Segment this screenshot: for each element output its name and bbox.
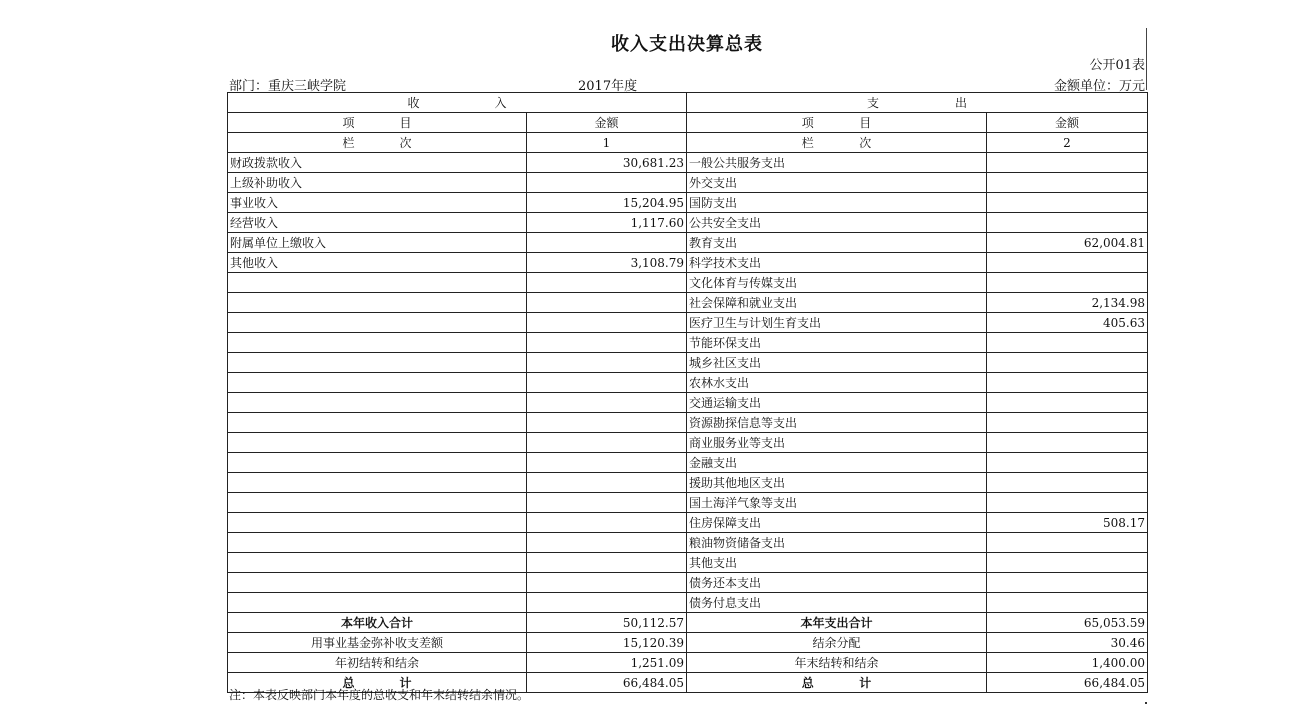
income-item bbox=[228, 393, 527, 413]
income-amount bbox=[527, 533, 687, 553]
income-item bbox=[228, 373, 527, 393]
table-row bbox=[228, 153, 1148, 173]
income-item bbox=[228, 273, 527, 293]
income-amount bbox=[527, 293, 687, 313]
expense-item: 其他支出 bbox=[687, 553, 987, 573]
income-amount: 30,681.23 bbox=[527, 153, 687, 173]
income-section-header: 收 入 bbox=[228, 93, 687, 113]
income-item bbox=[228, 473, 527, 493]
table-row bbox=[228, 533, 1148, 553]
table-row bbox=[228, 553, 1148, 573]
income-amount-header: 金额 bbox=[527, 113, 687, 133]
income-item: 其他收入 bbox=[228, 253, 527, 273]
expense-item: 商业服务业等支出 bbox=[687, 433, 987, 453]
expense-amount bbox=[987, 353, 1148, 373]
expense-amount: 2,134.98 bbox=[987, 293, 1148, 313]
expense-amount bbox=[987, 533, 1148, 553]
income-col-number: 1 bbox=[527, 133, 687, 153]
table-row bbox=[228, 213, 1148, 233]
summary-expense-label: 年末结转和结余 bbox=[687, 653, 987, 673]
table-row bbox=[228, 473, 1148, 493]
header-row-columns bbox=[228, 113, 1148, 133]
expense-item: 教育支出 bbox=[687, 233, 987, 253]
expense-item: 节能环保支出 bbox=[687, 333, 987, 353]
expense-item: 资源勘探信息等支出 bbox=[687, 413, 987, 433]
expense-item: 一般公共服务支出 bbox=[687, 153, 987, 173]
expense-amount bbox=[987, 213, 1148, 233]
expense-amount bbox=[987, 593, 1148, 613]
income-amount bbox=[527, 513, 687, 533]
income-item: 上级补助收入 bbox=[228, 173, 527, 193]
summary-row bbox=[228, 633, 1148, 653]
expense-item: 外交支出 bbox=[687, 173, 987, 193]
table-row bbox=[228, 233, 1148, 253]
frame-edge bbox=[1146, 28, 1147, 90]
expense-amount bbox=[987, 153, 1148, 173]
summary-expense-label: 本年支出合计 bbox=[687, 613, 987, 633]
department-label: 部门：重庆三峡学院 bbox=[229, 79, 347, 94]
expense-item: 文化体育与传媒支出 bbox=[687, 273, 987, 293]
income-amount bbox=[527, 453, 687, 473]
income-item: 财政拨款收入 bbox=[228, 153, 527, 173]
expense-amount bbox=[987, 473, 1148, 493]
income-item: 附属单位上缴收入 bbox=[228, 233, 527, 253]
expense-section-header: 支 出 bbox=[687, 93, 1148, 113]
income-item bbox=[228, 293, 527, 313]
header-row-sections bbox=[228, 93, 1148, 113]
table-row bbox=[228, 273, 1148, 293]
page-mark bbox=[1145, 702, 1147, 704]
expense-item: 公共安全支出 bbox=[687, 213, 987, 233]
income-item bbox=[228, 313, 527, 333]
summary-row bbox=[228, 653, 1148, 673]
income-amount bbox=[527, 573, 687, 593]
income-amount bbox=[527, 333, 687, 353]
table-row bbox=[228, 573, 1148, 593]
summary-income-amount: 15,120.39 bbox=[527, 633, 687, 653]
income-amount: 1,117.60 bbox=[527, 213, 687, 233]
income-col-label: 栏 次 bbox=[228, 133, 527, 153]
table-row bbox=[228, 193, 1148, 213]
table-row bbox=[228, 313, 1148, 333]
summary-income-amount: 1,251.09 bbox=[527, 653, 687, 673]
expense-item: 粮油物资储备支出 bbox=[687, 533, 987, 553]
summary-expense-amount: 65,053.59 bbox=[987, 613, 1148, 633]
expense-item: 债务付息支出 bbox=[687, 593, 987, 613]
table-row bbox=[228, 413, 1148, 433]
table-row bbox=[228, 393, 1148, 413]
summary-income-label: 本年收入合计 bbox=[228, 613, 527, 633]
income-amount bbox=[527, 553, 687, 573]
income-item bbox=[228, 433, 527, 453]
expense-col-number: 2 bbox=[987, 133, 1148, 153]
total-expense-amount: 66,484.05 bbox=[987, 673, 1148, 693]
expense-col-label: 栏 次 bbox=[687, 133, 987, 153]
table-row bbox=[228, 173, 1148, 193]
income-item bbox=[228, 453, 527, 473]
income-item bbox=[228, 353, 527, 373]
table-row bbox=[228, 433, 1148, 453]
expense-item: 援助其他地区支出 bbox=[687, 473, 987, 493]
table-row bbox=[228, 593, 1148, 613]
table-row bbox=[228, 253, 1148, 273]
page-title: 收入支出决算总表 bbox=[611, 34, 763, 55]
expense-item: 科学技术支出 bbox=[687, 253, 987, 273]
expense-item: 交通运输支出 bbox=[687, 393, 987, 413]
expense-amount bbox=[987, 193, 1148, 213]
income-amount bbox=[527, 233, 687, 253]
expense-item: 国土海洋气象等支出 bbox=[687, 493, 987, 513]
income-amount bbox=[527, 393, 687, 413]
expense-amount bbox=[987, 393, 1148, 413]
expense-item: 住房保障支出 bbox=[687, 513, 987, 533]
expense-item: 社会保障和就业支出 bbox=[687, 293, 987, 313]
meta-row bbox=[229, 75, 1145, 93]
summary-income-label: 年初结转和结余 bbox=[228, 653, 527, 673]
income-amount: 3,108.79 bbox=[527, 253, 687, 273]
expense-amount bbox=[987, 553, 1148, 573]
income-amount: 15,204.95 bbox=[527, 193, 687, 213]
expense-amount: 62,004.81 bbox=[987, 233, 1148, 253]
form-number: 公开01表 bbox=[1089, 58, 1145, 73]
table-row bbox=[228, 353, 1148, 373]
expense-item-header: 项 目 bbox=[687, 113, 987, 133]
income-expense-table bbox=[227, 92, 1148, 693]
income-item bbox=[228, 533, 527, 553]
income-amount bbox=[527, 353, 687, 373]
expense-amount bbox=[987, 573, 1148, 593]
summary-row bbox=[228, 613, 1148, 633]
income-item: 事业收入 bbox=[228, 193, 527, 213]
table-row bbox=[228, 373, 1148, 393]
expense-amount bbox=[987, 373, 1148, 393]
table-row bbox=[228, 333, 1148, 353]
total-income-label: 总 计 bbox=[228, 673, 527, 693]
income-item bbox=[228, 513, 527, 533]
income-amount bbox=[527, 173, 687, 193]
summary-expense-label: 结余分配 bbox=[687, 633, 987, 653]
income-item: 经营收入 bbox=[228, 213, 527, 233]
expense-amount: 405.63 bbox=[987, 313, 1148, 333]
expense-item: 医疗卫生与计划生育支出 bbox=[687, 313, 987, 333]
footnote: 注：本表反映部门本年度的总收支和年末结转结余情况。 bbox=[229, 688, 530, 702]
income-amount bbox=[527, 473, 687, 493]
income-item bbox=[228, 593, 527, 613]
income-amount bbox=[527, 373, 687, 393]
total-income-amount: 66,484.05 bbox=[527, 673, 687, 693]
expense-amount-header: 金额 bbox=[987, 113, 1148, 133]
expense-item: 国防支出 bbox=[687, 193, 987, 213]
expense-item: 农林水支出 bbox=[687, 373, 987, 393]
income-amount bbox=[527, 433, 687, 453]
income-amount bbox=[527, 413, 687, 433]
amount-unit: 金额单位：万元 bbox=[1053, 79, 1145, 94]
income-amount bbox=[527, 593, 687, 613]
expense-amount: 508.17 bbox=[987, 513, 1148, 533]
expense-amount bbox=[987, 493, 1148, 513]
expense-amount bbox=[987, 253, 1148, 273]
expense-item: 城乡社区支出 bbox=[687, 353, 987, 373]
income-item bbox=[228, 493, 527, 513]
income-item bbox=[228, 413, 527, 433]
income-item bbox=[228, 333, 527, 353]
expense-amount bbox=[987, 413, 1148, 433]
table-row bbox=[228, 493, 1148, 513]
header-row-index bbox=[228, 133, 1148, 153]
income-amount bbox=[527, 313, 687, 333]
total-expense-label: 总 计 bbox=[687, 673, 987, 693]
fiscal-year: 2017年度 bbox=[578, 79, 638, 94]
income-amount bbox=[527, 493, 687, 513]
expense-item: 金融支出 bbox=[687, 453, 987, 473]
expense-amount bbox=[987, 273, 1148, 293]
expense-amount bbox=[987, 453, 1148, 473]
summary-income-label: 用事业基金弥补收支差额 bbox=[228, 633, 527, 653]
table-row bbox=[228, 453, 1148, 473]
expense-item: 债务还本支出 bbox=[687, 573, 987, 593]
summary-expense-amount: 30.46 bbox=[987, 633, 1148, 653]
expense-amount bbox=[987, 433, 1148, 453]
summary-expense-amount: 1,400.00 bbox=[987, 653, 1148, 673]
income-item bbox=[228, 553, 527, 573]
income-amount bbox=[527, 273, 687, 293]
income-item bbox=[228, 573, 527, 593]
expense-amount bbox=[987, 333, 1148, 353]
income-item-header: 项 目 bbox=[228, 113, 527, 133]
summary-income-amount: 50,112.57 bbox=[527, 613, 687, 633]
table-row bbox=[228, 513, 1148, 533]
expense-amount bbox=[987, 173, 1148, 193]
table-row bbox=[228, 293, 1148, 313]
